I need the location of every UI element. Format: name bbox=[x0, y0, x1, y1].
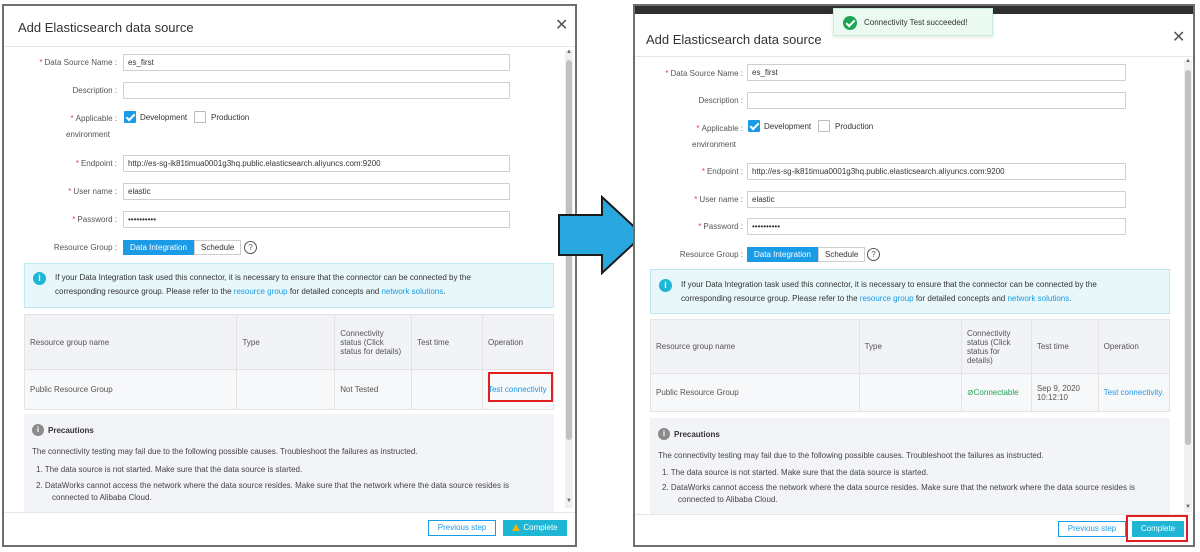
test-connectivity-link[interactable]: Test connectivity. bbox=[1098, 374, 1169, 412]
endpoint-input[interactable]: http://es-sg-ik81timua0001g3hq.public.elasticsearch.aliyuncs.com:9200 bbox=[123, 155, 510, 172]
user-name-label: * User name : bbox=[694, 195, 743, 204]
tab-schedule[interactable]: Schedule bbox=[818, 247, 865, 262]
endpoint-label: * Endpoint : bbox=[75, 159, 117, 168]
column-header: Type bbox=[237, 315, 335, 370]
resource-group-link[interactable]: resource group bbox=[233, 287, 288, 296]
tab-schedule[interactable]: Schedule bbox=[194, 240, 241, 255]
column-header: Test time bbox=[412, 315, 483, 370]
close-icon[interactable]: ✕ bbox=[1172, 29, 1186, 46]
resource-group-name: Public Resource Group bbox=[25, 370, 237, 410]
resource-group-label: Resource Group : bbox=[679, 250, 743, 259]
check-circle-icon: ⊘ bbox=[966, 388, 974, 397]
highlight-box bbox=[488, 372, 553, 402]
production-checkbox[interactable] bbox=[194, 111, 206, 123]
dialog-title: Add Elasticsearch data source bbox=[646, 32, 822, 47]
password-label: * Password : bbox=[698, 222, 743, 231]
development-checkbox[interactable] bbox=[748, 120, 760, 132]
user-name-label: * User name : bbox=[68, 187, 117, 196]
endpoint-label: * Endpoint : bbox=[701, 167, 743, 176]
description-input[interactable] bbox=[747, 92, 1126, 109]
precaution-item: connected to Alibaba Cloud. bbox=[52, 493, 152, 502]
column-header: Resource group name bbox=[651, 320, 860, 374]
dialog-before-test bbox=[2, 4, 577, 547]
title-divider bbox=[635, 56, 1193, 57]
close-icon[interactable]: ✕ bbox=[555, 17, 569, 34]
resource-group-label: Resource Group : bbox=[53, 243, 117, 252]
user-name-input[interactable]: elastic bbox=[123, 183, 510, 200]
scroll-down-icon[interactable]: ▼ bbox=[566, 498, 572, 504]
info-text: If your Data Integration task used this connector, it is necessary to ensure that the connector can be connected by the corresponding resource group. Please refer to the resource group for detailed concepts and network solutions. bbox=[681, 280, 1097, 303]
toast-message: Connectivity Test succeeded! bbox=[864, 18, 968, 27]
password-input[interactable]: •••••••••• bbox=[747, 218, 1126, 235]
scroll-up-icon[interactable]: ▲ bbox=[1185, 58, 1191, 64]
info-box bbox=[24, 263, 554, 308]
environment-label: * Applicable : bbox=[696, 124, 743, 133]
precautions-section bbox=[24, 414, 554, 514]
precaution-item: connected to Alibaba Cloud. bbox=[678, 495, 778, 504]
resource-group-table bbox=[650, 319, 1170, 412]
network-solutions-link[interactable]: network solutions bbox=[1007, 294, 1070, 303]
column-header: Resource group name bbox=[25, 315, 237, 370]
previous-step-button[interactable]: Previous step bbox=[1058, 521, 1126, 537]
data-source-name-input[interactable]: es_first bbox=[123, 54, 510, 71]
highlight-box bbox=[1126, 515, 1188, 542]
resource-group-table bbox=[24, 314, 554, 410]
precautions-title: Precautions bbox=[674, 430, 720, 439]
success-icon bbox=[843, 16, 857, 30]
data-source-name-label: * Data Source Name : bbox=[665, 69, 743, 78]
development-label: Development bbox=[140, 113, 188, 122]
data-source-name-label: * Data Source Name : bbox=[39, 58, 117, 67]
precautions-intro: The connectivity testing may fail due to the following possible causes. Troubleshoot the failures as instructed. bbox=[658, 451, 1044, 460]
user-name-input[interactable]: elastic bbox=[747, 191, 1126, 208]
info-box bbox=[650, 269, 1170, 314]
help-icon[interactable]: ? bbox=[867, 248, 880, 261]
help-icon[interactable]: ? bbox=[244, 241, 257, 254]
success-toast bbox=[833, 8, 993, 36]
environment-label-2: environment bbox=[66, 130, 111, 139]
resource-group-type bbox=[859, 374, 961, 412]
table-row bbox=[25, 370, 554, 410]
connectivity-status[interactable]: ⊘Connectable bbox=[961, 374, 1031, 412]
scrollbar[interactable] bbox=[565, 50, 573, 508]
production-label: Production bbox=[835, 122, 874, 131]
resource-group-type bbox=[237, 370, 335, 410]
production-label: Production bbox=[211, 113, 250, 122]
environment-label-2: environment bbox=[692, 140, 737, 149]
info-icon: i bbox=[33, 272, 46, 285]
complete-button[interactable]: Complete bbox=[503, 520, 567, 536]
development-checkbox[interactable] bbox=[124, 111, 136, 123]
info-icon: i bbox=[659, 279, 672, 292]
precautions-section bbox=[650, 418, 1170, 514]
precaution-item: 2. DataWorks cannot access the network where the data source resides. Make sure that the network where the data source resides is bbox=[662, 483, 1135, 492]
table-row bbox=[651, 374, 1170, 412]
resource-group-link[interactable]: resource group bbox=[859, 294, 914, 303]
connectivity-status[interactable]: Not Tested bbox=[335, 370, 412, 410]
column-header: Operation bbox=[482, 315, 553, 370]
warning-icon bbox=[512, 524, 520, 531]
previous-step-button[interactable]: Previous step bbox=[428, 520, 496, 536]
column-header: Type bbox=[859, 320, 961, 374]
dialog-footer bbox=[635, 514, 1193, 545]
dialog-footer bbox=[4, 512, 575, 545]
description-input[interactable] bbox=[123, 82, 510, 99]
tab-data-integration[interactable]: Data Integration bbox=[747, 247, 818, 262]
dialog-after-test bbox=[633, 4, 1195, 547]
production-checkbox[interactable] bbox=[818, 120, 830, 132]
network-solutions-link[interactable]: network solutions bbox=[381, 287, 444, 296]
test-connectivity-link[interactable]: Test connectivity bbox=[482, 370, 553, 410]
precautions-intro: The connectivity testing may fail due to the following possible causes. Troubleshoot the failures as instructed. bbox=[32, 447, 418, 456]
password-input[interactable]: •••••••••• bbox=[123, 211, 510, 228]
development-label: Development bbox=[764, 122, 812, 131]
precautions-title: Precautions bbox=[48, 426, 94, 435]
column-header: Connectivity status (Click status for details) bbox=[961, 320, 1031, 374]
description-label: Description : bbox=[698, 96, 743, 105]
complete-button[interactable]: Complete bbox=[1132, 521, 1184, 537]
password-label: * Password : bbox=[72, 215, 117, 224]
precautions-icon: i bbox=[32, 424, 44, 436]
title-divider bbox=[4, 46, 575, 47]
scrollbar[interactable] bbox=[1184, 60, 1192, 512]
tab-data-integration[interactable]: Data Integration bbox=[123, 240, 194, 255]
scroll-down-icon[interactable]: ▼ bbox=[1185, 504, 1191, 510]
precaution-item: 1. The data source is not started. Make sure that the data source is started. bbox=[36, 465, 303, 474]
dialog-title: Add Elasticsearch data source bbox=[18, 20, 194, 35]
data-source-name-input[interactable]: es_first bbox=[747, 64, 1126, 81]
info-text: If your Data Integration task used this connector, it is necessary to ensure that the connector can be connected by the corresponding resource group. Please refer to the resource group for detailed concepts and network solutions. bbox=[55, 273, 471, 296]
precaution-item: 1. The data source is not started. Make sure that the data source is started. bbox=[662, 468, 929, 477]
column-header: Connectivity status (Click status for details) bbox=[335, 315, 412, 370]
test-time: Sep 9, 2020 10:12:10 bbox=[1031, 374, 1098, 412]
description-label: Description : bbox=[72, 86, 117, 95]
scroll-up-icon[interactable]: ▲ bbox=[566, 49, 572, 55]
precautions-icon: i bbox=[658, 428, 670, 440]
environment-label: * Applicable : bbox=[70, 114, 117, 123]
column-header: Test time bbox=[1031, 320, 1098, 374]
endpoint-input[interactable]: http://es-sg-ik81timua0001g3hq.public.elasticsearch.aliyuncs.com:9200 bbox=[747, 163, 1126, 180]
scrollbar-thumb[interactable] bbox=[1185, 70, 1191, 445]
resource-group-name: Public Resource Group bbox=[651, 374, 860, 412]
test-time bbox=[412, 370, 483, 410]
column-header: Operation bbox=[1098, 320, 1169, 374]
precaution-item: 2. DataWorks cannot access the network where the data source resides. Make sure that the network where the data source resides is bbox=[36, 481, 509, 490]
